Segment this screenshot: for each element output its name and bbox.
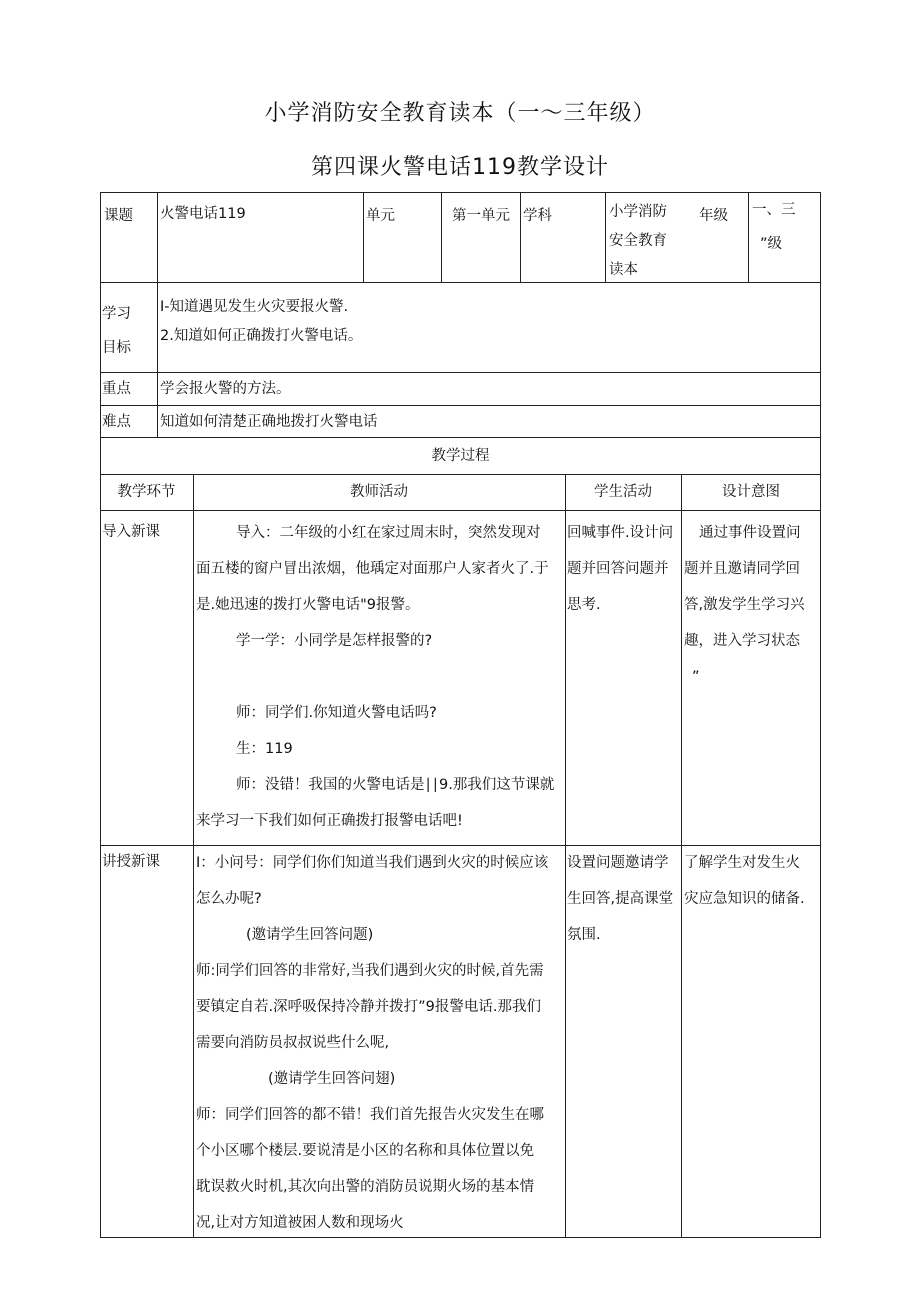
unit-value: 第一单元 bbox=[452, 208, 510, 224]
key-point-label: 重点 bbox=[102, 381, 131, 397]
lecture-student-activity: 设置问题邀请学 生回答,提高课堂 氛围. bbox=[567, 855, 674, 943]
subject-label: 学科 bbox=[523, 208, 552, 224]
document-title: 小学消防安全教育读本（一〜三年级） bbox=[264, 101, 656, 126]
header-intent: 设计意图 bbox=[722, 484, 780, 500]
lecture-design-intent: 了解学生对发生火 灾应急知识的储备. bbox=[684, 855, 805, 907]
goal-item: I-知道遇见发生火灾要报火警. bbox=[160, 299, 349, 315]
header-student: 学生活动 bbox=[594, 484, 652, 500]
intro-design-intent: 通过事件设置问 题并且邀请同学回 答,激发学生学习兴 趣，进入学习状态 ” bbox=[684, 525, 805, 685]
difficulty-text: 知道如何清楚正确地拨打火警电话 bbox=[160, 414, 378, 430]
unit-label: 单元 bbox=[366, 208, 395, 224]
goals-label: 学习 目标 bbox=[102, 306, 131, 356]
grade-value: 一、三 ”级 bbox=[752, 202, 796, 252]
header-stage: 教学环节 bbox=[117, 484, 176, 500]
key-point-text: 学会报火警的方法。 bbox=[160, 381, 291, 397]
grade-label: 年级 bbox=[699, 208, 728, 224]
lecture-stage: 讲授新课 bbox=[102, 854, 160, 870]
subject-value: 小学消防 安全教育 读本 bbox=[609, 204, 667, 278]
process-title: 教学过程 bbox=[431, 448, 490, 464]
topic-label: 课题 bbox=[104, 208, 133, 224]
lecture-teacher-activity: I：小问号：同学们你们知道当我们遇到火灾的时候应该 怎么办呢? (邀请学生回答问题) 师:同学们回答的非常好,当我们遇到火灾的时候,首先需 要镇定自若.深呼吸保持冷静并拨打”9报警电话.那我们 需要向消防员叔叔说些什么呢, (邀请学生回答问翅) 师：同学们回答的都不错！我们首先报告火灾发生在哪 个小区哪个楼层.要说清是小区的名称和具体位置以免 耽误救火时机,其次向出警的消防员说期火场的基本情 况,让对方知道被困人数和现场火 bbox=[196, 855, 549, 1231]
topic-value: 火警电话119 bbox=[160, 206, 246, 222]
intro-stage: 导入新课 bbox=[102, 524, 160, 540]
difficulty-label: 难点 bbox=[102, 414, 131, 430]
goal-item: 2.知道如何正确拨打火警电话。 bbox=[160, 328, 363, 344]
intro-student-activity: 回喊事件.设计问 题并回答问题并 思考. bbox=[567, 525, 674, 613]
goals-list bbox=[160, 293, 362, 351]
lesson-title: 第四课火警电话119教学设计 bbox=[311, 155, 609, 180]
header-teacher: 教师活动 bbox=[350, 484, 408, 500]
intro-teacher-activity: 导入：二年级的小红在家过周末时，突然发现对 面五楼的窗户冒出浓烟，他瑀定对面那户人家者火了.于 是.她迅速的拨打火警电话"9报警。 学一学：小同学是怎样报警的? 师：同学们.你知道火警电话吗? 生：119 师：没错！我国的火警电话是∣∣9.那我们这节课就 来学习一下我们如何正确拨打报警电话吧! bbox=[196, 525, 555, 829]
